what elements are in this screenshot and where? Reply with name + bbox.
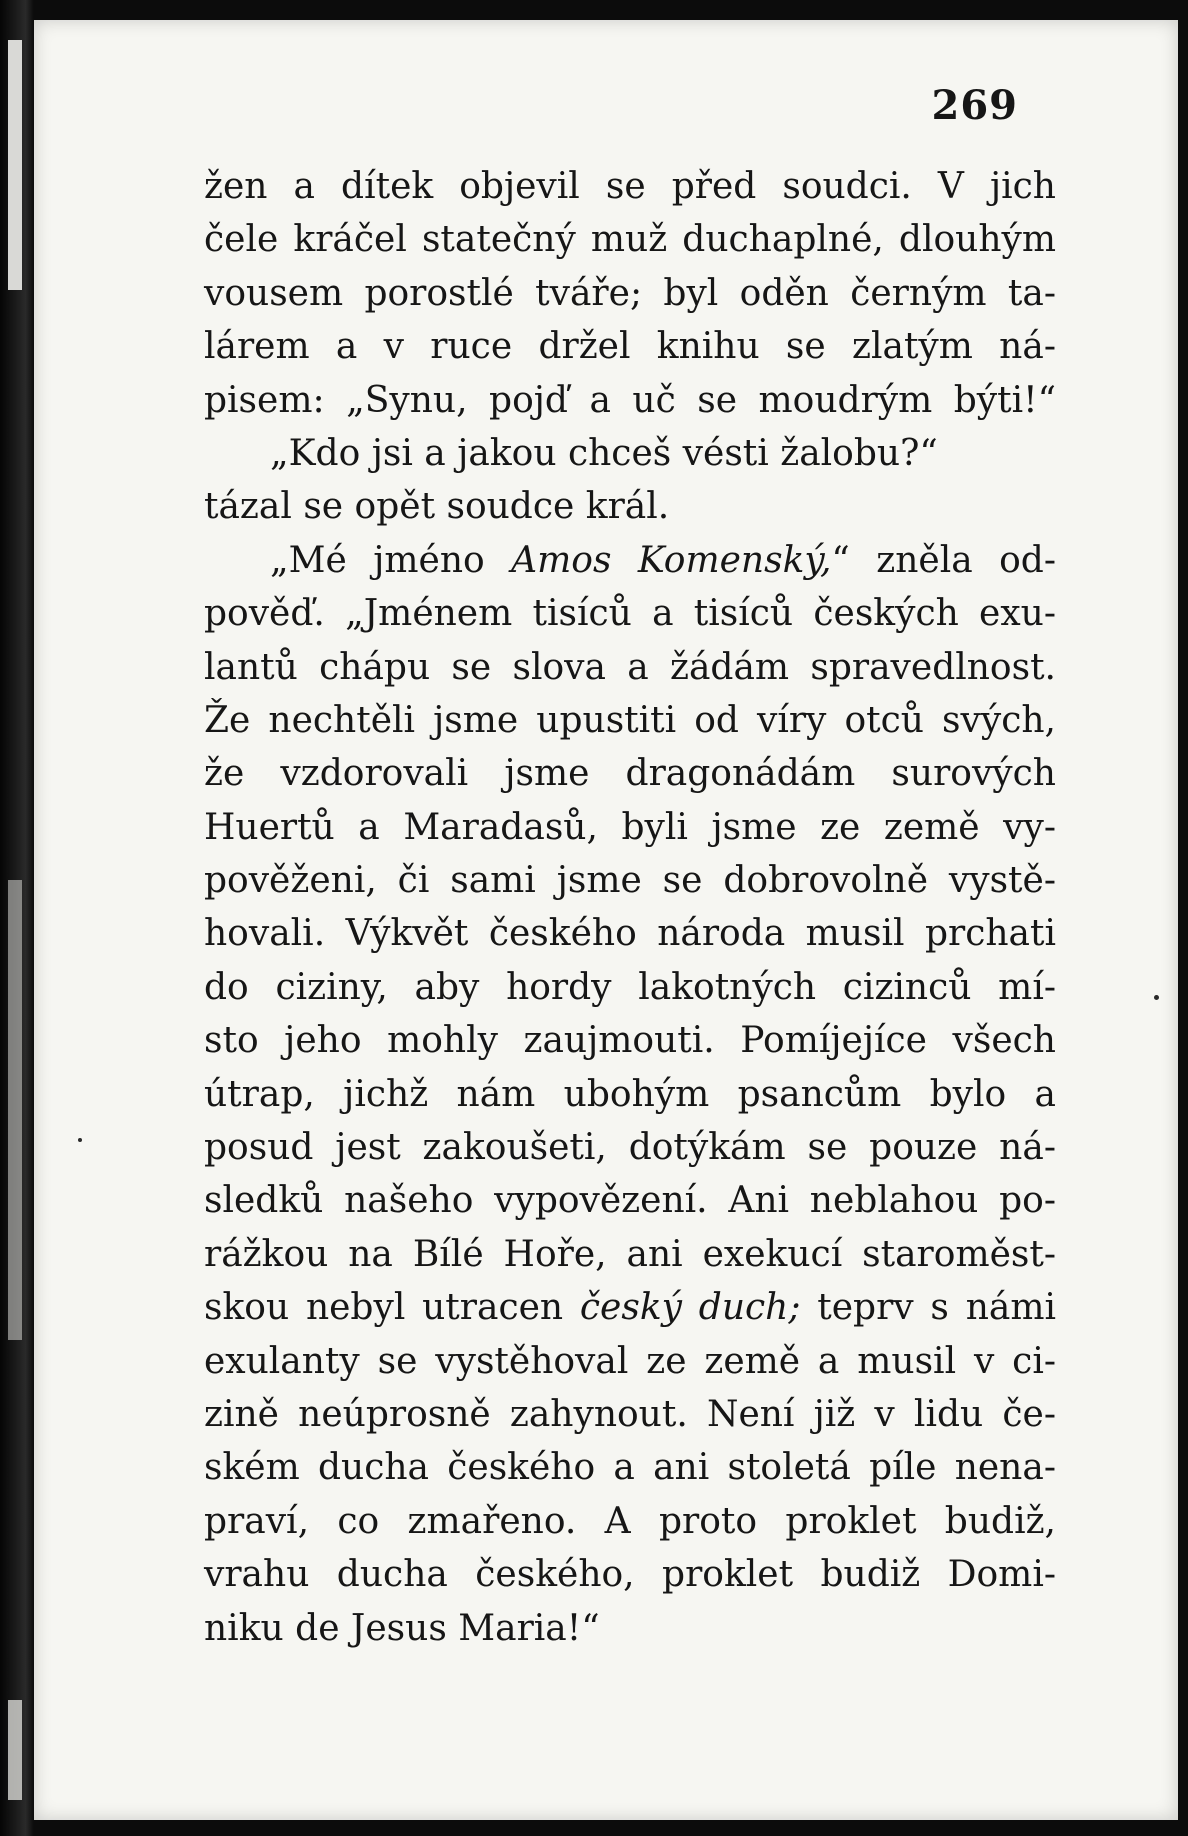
text-segment: útrap, jichž nám ubohým psancům bylo a bbox=[204, 1073, 1056, 1115]
text-line bbox=[204, 1228, 1056, 1281]
text-line bbox=[204, 427, 1056, 480]
text-line bbox=[204, 534, 1056, 587]
page-number: 269 bbox=[931, 82, 1018, 129]
text-segment: „Kdo jsi a jakou chceš vésti žalobu?“ bbox=[270, 432, 938, 474]
text-segment: “ zněla od- bbox=[831, 539, 1057, 581]
binding-highlight-bottom bbox=[8, 1700, 22, 1800]
text-line bbox=[204, 747, 1056, 800]
text-segment: rážkou na Bílé Hoře, ani exekucí staroměst- bbox=[204, 1233, 1056, 1275]
italic-text: český duch; bbox=[579, 1287, 801, 1329]
body-text bbox=[204, 160, 1056, 1655]
text-line bbox=[204, 801, 1056, 854]
text-line bbox=[204, 374, 1056, 427]
italic-text: Amos Komenský, bbox=[511, 539, 832, 581]
text-line bbox=[204, 961, 1056, 1014]
text-line bbox=[204, 1495, 1056, 1548]
text-line bbox=[204, 694, 1056, 747]
text-line bbox=[204, 1174, 1056, 1227]
text-line bbox=[204, 267, 1056, 320]
text-line bbox=[204, 1602, 1056, 1655]
text-segment: že vzdorovali jsme dragonádám surových bbox=[204, 753, 1056, 795]
text-segment: praví, co zmařeno. A proto proklet budiž, bbox=[204, 1500, 1056, 1542]
text-segment: lantů chápu se slova a žádám spravedlnost. bbox=[204, 646, 1056, 688]
text-segment: čele kráčel statečný muž duchaplné, dlouhým bbox=[204, 219, 1056, 261]
paper-speck bbox=[1154, 995, 1159, 1000]
text-line bbox=[204, 641, 1056, 694]
text-line bbox=[204, 1388, 1056, 1441]
text-segment: teprv s námi bbox=[800, 1287, 1056, 1329]
text-segment: vousem porostlé tváře; byl oděn černým ta- bbox=[204, 272, 1056, 314]
text-segment: skou nebyl utracen bbox=[204, 1287, 580, 1329]
text-segment: ském ducha českého a ani stoletá píle nena- bbox=[204, 1447, 1056, 1489]
text-segment: do ciziny, aby hordy lakotných cizinců mí- bbox=[204, 966, 1056, 1008]
text-line bbox=[204, 854, 1056, 907]
text-line bbox=[204, 160, 1056, 213]
text-segment: lárem a v ruce držel knihu se zlatým ná- bbox=[204, 326, 1056, 368]
text-segment: pisem: „Synu, pojď a uč se moudrým býti!“ bbox=[204, 379, 1056, 421]
text-segment: niku de Jesus Maria!“ bbox=[204, 1607, 600, 1649]
text-line bbox=[204, 320, 1056, 373]
binding-highlight-middle bbox=[8, 880, 22, 1340]
text-line bbox=[204, 1068, 1056, 1121]
text-line bbox=[204, 1335, 1056, 1388]
text-segment: tázal se opět soudce král. bbox=[204, 486, 670, 528]
text-line bbox=[204, 480, 1056, 533]
text-line bbox=[204, 907, 1056, 960]
text-segment: Huertů a Maradasů, byli jsme ze země vy- bbox=[204, 806, 1056, 848]
text-segment: posud jest zakoušeti, dotýkám se pouze ná- bbox=[204, 1127, 1056, 1169]
text-line bbox=[204, 1441, 1056, 1494]
text-line bbox=[204, 213, 1056, 266]
text-segment: exulanty se vystěhoval ze země a musil v ci- bbox=[204, 1340, 1056, 1382]
text-line bbox=[204, 1548, 1056, 1601]
text-line bbox=[204, 1281, 1056, 1334]
book-page bbox=[34, 20, 1178, 1820]
text-line bbox=[204, 587, 1056, 640]
text-segment: pověď. „Jménem tisíců a tisíců českých exu- bbox=[204, 593, 1056, 635]
text-segment: pověženi, či sami jsme se dobrovolně vystě- bbox=[204, 860, 1056, 902]
text-segment: „Mé jméno bbox=[270, 539, 512, 581]
text-segment: hovali. Výkvět českého národa musil prchati bbox=[204, 913, 1056, 955]
text-segment: sledků našeho vypovězení. Ani neblahou po- bbox=[204, 1180, 1056, 1222]
text-segment: sto jeho mohly zaujmouti. Pomíjejíce všech bbox=[204, 1020, 1056, 1062]
text-segment: vrahu ducha českého, proklet budiž Domi- bbox=[204, 1554, 1056, 1596]
text-segment: Že nechtěli jsme upustiti od víry otců svých, bbox=[204, 699, 1056, 741]
text-line bbox=[204, 1014, 1056, 1067]
binding-highlight-top bbox=[8, 40, 22, 290]
book-binding-edge bbox=[0, 0, 34, 1836]
paper-speck bbox=[78, 1138, 82, 1142]
text-line bbox=[204, 1121, 1056, 1174]
text-segment: zině neúprosně zahynout. Není již v lidu če- bbox=[204, 1393, 1056, 1435]
text-segment: žen a dítek objevil se před soudci. V jich bbox=[204, 166, 1056, 207]
